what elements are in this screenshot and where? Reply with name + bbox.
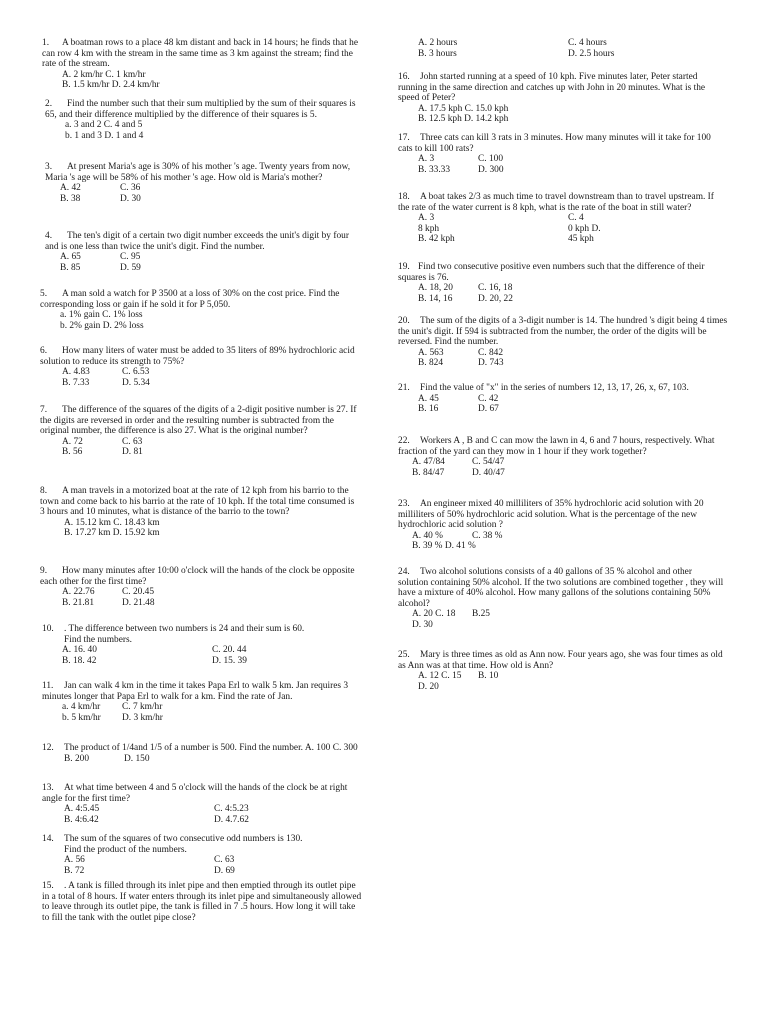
answer-options — [40, 587, 360, 608]
question-number: 3. — [45, 162, 53, 172]
answer-option: B.25 — [472, 609, 490, 620]
question-number: 12. — [42, 743, 54, 753]
answer-option: C. 842 — [478, 347, 504, 358]
answer-option: b. 5 km/hr — [62, 712, 101, 723]
question-text — [398, 436, 724, 457]
question-text — [398, 383, 724, 394]
question-14 — [42, 834, 362, 876]
answer-option: A. 45 — [418, 393, 439, 404]
answer-option: C. 42 — [478, 393, 499, 404]
question-text — [398, 567, 724, 609]
answer-option: C. 4 — [568, 213, 584, 224]
answer-option: B. 85 — [60, 262, 81, 273]
question-11 — [42, 681, 362, 723]
answer-option: C. 95 — [120, 252, 141, 263]
answer-option: A. 4:5.45 — [64, 804, 100, 815]
answer-options — [45, 120, 363, 141]
answer-option: B. 42 kph — [418, 234, 455, 245]
question-number: 6. — [40, 346, 48, 356]
question-number: 20. — [398, 316, 410, 326]
answer-option: b. 2% gain D. 2% loss — [60, 320, 144, 331]
answer-option: a. 4 km/hr — [62, 702, 101, 713]
question-stem: The difference of the squares of the digits of a 2-digit positive number is 27. If the digits are reversed in order and the resulting number is subtracted from the original number, the difference is also 27. What is the original number? — [40, 405, 357, 437]
answer-option: A. 2 hours — [418, 38, 458, 48]
answer-option: D. 4.7.62 — [214, 814, 249, 825]
answer-option: D. 30 — [120, 193, 141, 204]
question-text — [40, 405, 360, 437]
question-text — [45, 99, 363, 120]
question-number: 15. — [42, 881, 54, 891]
question-number: 4. — [45, 231, 53, 241]
question-1 — [42, 38, 362, 91]
question-stem: Three cats can kill 3 rats in 3 minutes. How many minutes will it take for 100 cats to kill 100 rats? — [398, 133, 711, 154]
question-text — [42, 743, 362, 754]
question-continued — [418, 38, 738, 59]
question-number: 23. — [398, 499, 410, 509]
answer-option: D. 67 — [478, 404, 499, 415]
answer-option: C. 4:5.23 — [214, 804, 249, 815]
answer-options — [40, 367, 360, 388]
question-text — [42, 881, 362, 923]
answer-option: B. 824 — [418, 358, 444, 369]
question-text — [40, 346, 360, 367]
question-number: 13. — [42, 783, 54, 793]
answer-option: D. 81 — [122, 447, 143, 458]
answer-option: C. 100 — [478, 154, 504, 165]
answer-options — [398, 154, 724, 175]
answer-option: a. 3 and 2 C. 4 and 5 — [65, 120, 143, 131]
answer-option: D. 21.48 — [122, 597, 155, 608]
question-number: 24. — [398, 567, 410, 577]
answer-options — [398, 609, 724, 630]
answer-option: A. 4.83 — [62, 367, 90, 378]
question-text: Find the product of the numbers. — [64, 844, 187, 855]
answer-option: A. 18, 20 — [418, 283, 453, 294]
question-stem: The sum of the digits of a 3-digit number is 14. The hundred 's digit being 4 times the unit's digit. If 594 is subtracted from the number, the order of the digits will be reversed. Find the number. — [398, 316, 728, 348]
answer-option: B. 72 — [64, 865, 85, 876]
answer-option: B. 16 — [418, 404, 439, 415]
question-stem: At present Maria's age is 30% of his mother 's age. Twenty years from now, Maria 's age will be 58% of his mother 's age. How old is Maria's mother? — [45, 162, 351, 183]
answer-options — [40, 437, 360, 458]
question-text: Find the numbers. — [64, 634, 132, 645]
question-stem: Jan can walk 4 km in the time it takes Papa Erl to walk 5 km. Jan requires 3 minutes longer that Papa Erl to walk for a km. Find the rate of Jan. — [42, 681, 349, 702]
answer-option: D. 69 — [214, 865, 235, 876]
answer-option: B. 39 % D. 41 % — [412, 541, 476, 552]
answer-option: C. 36 — [120, 183, 141, 194]
answer-option: C. 4 hours — [568, 38, 607, 48]
answer-option: C. 54/47 — [472, 457, 505, 468]
question-number: 19. — [398, 262, 410, 272]
question-stem: A boatman rows to a place 48 km distant and back in 14 hours; he finds that he can row 4 km with the stream in the same time as 3 km against the stream; find the rate of the stream. — [42, 38, 359, 70]
answer-option: D. 20 — [418, 681, 439, 692]
question-text — [398, 650, 724, 671]
question-25 — [398, 650, 724, 692]
question-8 — [40, 486, 360, 539]
answer-options — [42, 804, 362, 825]
question-7 — [40, 405, 360, 458]
question-stem: . The difference between two numbers is 24 and their sum is 60. — [64, 624, 305, 634]
question-text — [45, 162, 363, 183]
question-3 — [45, 162, 363, 204]
answer-option: A. 42 — [60, 183, 81, 194]
question-number: 18. — [398, 192, 410, 202]
answer-option: a. 1% gain C. 1% loss — [60, 310, 143, 321]
question-number: 17. — [398, 133, 410, 143]
question-23 — [398, 499, 724, 552]
answer-option: D. 5.34 — [122, 377, 150, 388]
answer-options — [398, 213, 724, 245]
question-number: 25. — [398, 650, 410, 660]
answer-option: A. 40 % — [412, 530, 443, 541]
answer-option: C. 20.45 — [122, 587, 155, 598]
answer-options — [398, 394, 724, 415]
answer-option: A. 20 C. 18 — [412, 609, 456, 620]
answer-option: B. 21.81 — [62, 597, 95, 608]
question-13 — [42, 783, 362, 825]
answer-options — [398, 457, 724, 478]
question-text — [42, 834, 362, 845]
answer-option: D. 30 — [412, 619, 433, 630]
answer-option: A. 16. 40 — [62, 645, 97, 656]
question-number: 2. — [45, 99, 53, 109]
answer-option: D. 20, 22 — [478, 293, 513, 304]
answer-option: B. 12.5 kph D. 14.2 kph — [418, 114, 509, 125]
question-stem: Find the number such that their sum multiplied by the sum of their squares is 65, and their difference multiplied by the difference of their squares is 5. — [45, 99, 356, 120]
answer-option: C. 7 km/hr — [122, 702, 163, 713]
answer-option: B. 33.33 — [418, 164, 451, 175]
question-4 — [45, 231, 363, 273]
answer-option: B. 14, 16 — [418, 293, 453, 304]
question-number: 14. — [42, 834, 54, 844]
question-12 — [42, 743, 362, 764]
question-stem: The product of 1/4and 1/5 of a number is 500. Find the number. A. 100 C. 300 — [64, 743, 358, 753]
answer-option: A. 3 — [418, 213, 435, 224]
question-stem: A man sold a watch for P 3500 at a loss of 30% on the cost price. Find the corresponding loss or gain if he sold it for P 5,050. — [40, 289, 340, 310]
question-stem: Workers A , B and C can mow the lawn in 4, 6 and 7 hours, respectively. What fraction of the yard can they mow in 1 hour if they work together? — [398, 436, 715, 457]
answer-option: C. 38 % — [472, 530, 503, 541]
question-number: 16. — [398, 72, 410, 82]
question-stem: The sum of the squares of two consecutive odd numbers is 130. — [64, 834, 303, 844]
question-18 — [398, 192, 724, 245]
answer-option: A. 17.5 kph C. 15.0 kph — [418, 103, 509, 114]
question-21 — [398, 383, 724, 415]
question-number: 8. — [40, 486, 48, 496]
answer-option: A. 3 — [418, 154, 435, 165]
answer-options — [42, 70, 362, 91]
question-number: 5. — [40, 289, 48, 299]
answer-option: D. 15. 39 — [212, 655, 247, 666]
answer-options — [40, 518, 360, 539]
right-column — [384, 0, 768, 1024]
answer-option: A. 56 — [64, 855, 85, 866]
answer-option: A. 72 — [62, 436, 83, 447]
answer-option: C. 6.53 — [122, 367, 150, 378]
answer-option: B. 84/47 — [412, 467, 445, 478]
question-stem: Find two consecutive positive even numbers such that the difference of their squares is 76. — [398, 262, 705, 283]
question-text — [42, 783, 362, 804]
answer-option: C. 16, 18 — [478, 283, 513, 294]
answer-option: C. 63 — [122, 436, 143, 447]
question-number: 22. — [398, 436, 410, 446]
answer-option: B. 10 — [478, 671, 499, 682]
question-24 — [398, 567, 724, 631]
question-text — [45, 231, 363, 252]
answer-option: B. 17.27 km D. 15.92 km — [64, 528, 160, 539]
question-10 — [42, 624, 362, 666]
answer-option: D. 2.5 hours — [568, 48, 615, 59]
answer-options — [42, 702, 362, 723]
answer-option: B. 200 — [64, 753, 90, 764]
answer-option: B. 56 — [62, 447, 83, 458]
question-text — [40, 486, 360, 518]
question-text — [40, 289, 360, 310]
question-number: 21. — [398, 383, 410, 393]
question-number: 1. — [42, 38, 50, 48]
question-stem: An engineer mixed 40 milliliters of 35% hydrochloric acid solution with 20 milliliters of 50% hydrochloric acid solution. What is the percentage of the new hydrochloric acid solution ? — [398, 499, 704, 531]
answer-option: B. 38 — [60, 193, 81, 204]
question-stem: The ten's digit of a certain two digit number exceeds the unit's digit by four and is one less than twice the unit's digit. Find the number. — [45, 231, 349, 252]
answer-option: D. 59 — [120, 262, 141, 273]
answer-option: A. 563 — [418, 347, 444, 358]
question-6 — [40, 346, 360, 388]
answer-option: D. 743 — [478, 358, 504, 369]
answer-option: A. 15.12 km C. 18.43 km — [64, 517, 160, 528]
answer-option: D. 300 — [478, 164, 504, 175]
answer-option: B. 18. 42 — [62, 655, 97, 666]
answer-option: 0 kph D. — [568, 223, 601, 234]
question-text — [398, 133, 724, 154]
answer-option: D. 40/47 — [472, 467, 505, 478]
question-9 — [40, 566, 360, 608]
question-text — [398, 192, 724, 213]
question-5 — [40, 289, 360, 331]
answer-option: A. 65 — [60, 252, 81, 263]
question-number: 9. — [40, 566, 48, 576]
answer-options — [398, 531, 724, 552]
answer-option: B. 3 hours — [418, 48, 457, 59]
answer-options — [45, 183, 363, 204]
question-text — [42, 38, 362, 70]
answer-option: B. 4:6.42 — [64, 814, 99, 825]
answer-options — [418, 38, 738, 59]
answer-option: B. 1.5 km/hr D. 2.4 km/hr — [62, 80, 160, 91]
answer-options — [45, 252, 363, 273]
answer-options — [398, 671, 724, 692]
answer-options — [42, 855, 362, 876]
question-stem: How many minutes after 10:00 o'clock will the hands of the clock be opposite each other for the first time? — [40, 566, 355, 587]
question-stem: John started running at a speed of 10 kph. Five minutes later, Peter started running in the same direction and catches up with John in 20 minutes. What is the speed of Peter? — [398, 72, 706, 104]
answer-option: A. 12 C. 15 — [418, 671, 462, 682]
answer-options — [42, 645, 362, 666]
question-stem: . A tank is filled through its inlet pipe and then emptied through its outlet pipe in a total of 8 hours. If water enters through its inlet pipe and simultaneously allowed to leave through its outlet pipe, the tank is filled in 7 .5 hours. How long it will take to fill the tank with the outlet pipe close? — [42, 881, 362, 923]
question-20 — [398, 316, 728, 369]
question-stem: Two alcohol solutions consists of a 40 gallons of 35 % alcohol and other solution containing 50% alcohol. If the two solutions are combined together , they will have a mixture of 40% alcohol. How many gallons of the solutions containing 50% alcohol? — [398, 567, 724, 609]
question-text — [42, 624, 362, 635]
answer-option: D. 150 — [124, 753, 150, 764]
question-15 — [42, 881, 362, 923]
question-17 — [398, 133, 724, 175]
answer-option: b. 1 and 3 D. 1 and 4 — [65, 130, 144, 141]
answer-option: B. 7.33 — [62, 377, 90, 388]
question-16 — [398, 72, 724, 125]
question-text — [398, 72, 724, 104]
answer-options — [42, 754, 362, 765]
answer-options — [398, 283, 728, 304]
question-text — [42, 681, 362, 702]
question-text — [398, 499, 724, 531]
question-text — [398, 316, 728, 348]
question-stem: How many liters of water must be added to 35 liters of 89% hydrochloric acid solution to reduce its strength to 75%? — [40, 346, 355, 367]
answer-option: 8 kph — [418, 223, 440, 234]
question-2 — [45, 99, 363, 141]
answer-option: A. 22.76 — [62, 587, 95, 598]
question-22 — [398, 436, 724, 478]
answer-option: C. 63 — [214, 855, 235, 866]
answer-option: C. 20. 44 — [212, 645, 247, 656]
answer-options — [40, 310, 360, 331]
question-stem: Find the value of "x" in the series of numbers 12, 13, 17, 26, x, 67, 103. — [420, 383, 689, 393]
answer-option: A. 47/84 — [412, 457, 445, 468]
answer-option: 45 kph — [568, 234, 594, 245]
question-number: 10. — [42, 624, 54, 634]
question-stem: A boat takes 2/3 as much time to travel downstream than to travel upstream. If the rate of the water current is 8 kph, what is the rate of the boat in still water? — [398, 192, 714, 213]
question-stem: At what time between 4 and 5 o'clock will the hands of the clock be at right angle for the first time? — [42, 783, 348, 804]
answer-options — [398, 348, 728, 369]
question-text — [40, 566, 360, 587]
answer-option: A. 2 km/hr C. 1 km/hr — [62, 69, 146, 80]
question-stem: A man travels in a motorized boat at the rate of 12 kph from his barrio to the town and come back to his barrio at the rate of 10 kph. If the total time consumed is 3 hours and 10 minutes, what is distance of the barrio to the town? — [40, 486, 355, 518]
question-number: 11. — [42, 681, 54, 691]
answer-options — [398, 104, 724, 125]
answer-option: D. 3 km/hr — [122, 712, 163, 723]
question-text — [398, 262, 728, 283]
question-19 — [398, 262, 728, 304]
question-stem: Mary is three times as old as Ann now. Four years ago, she was four times as old as Ann was at that time. How old is Ann? — [398, 650, 723, 671]
question-number: 7. — [40, 405, 48, 415]
